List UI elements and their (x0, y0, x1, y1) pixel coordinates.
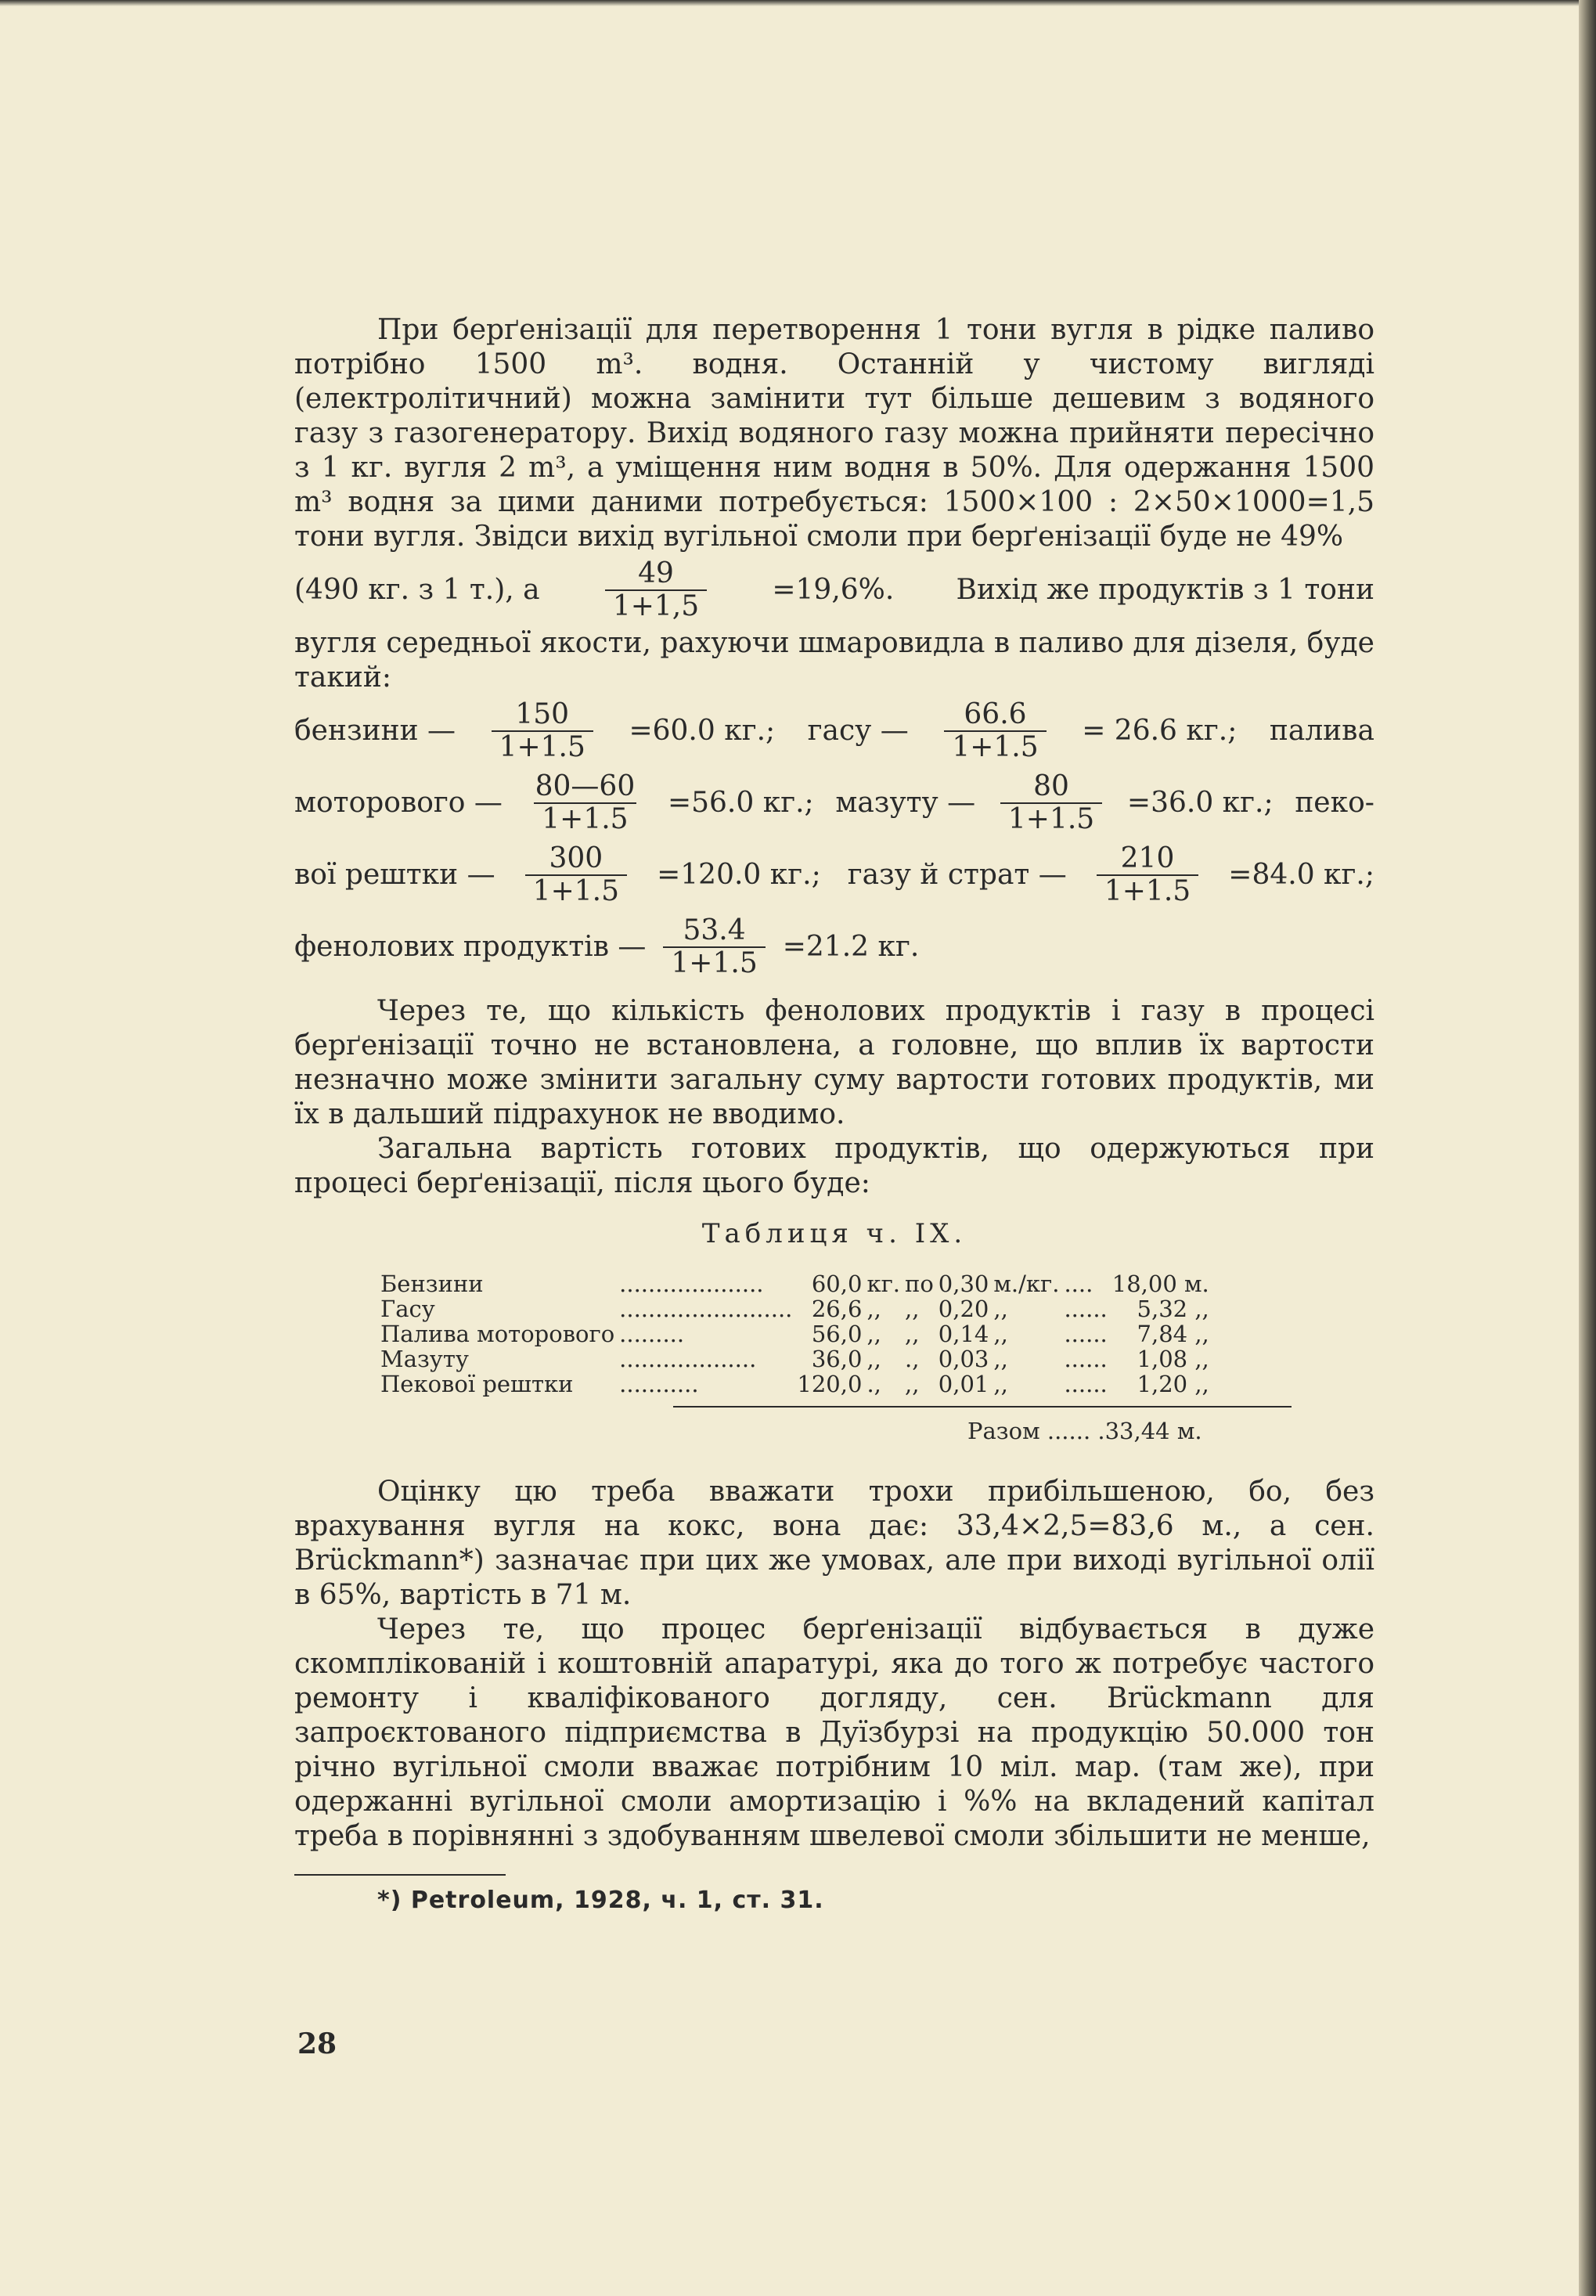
formula-motor-result: =56.0 кг.; (667, 787, 814, 819)
table-cell-per: ,, (993, 1371, 1008, 1397)
formula-line-2 (294, 767, 1374, 839)
formula-gazu-result: =84.0 кг.; (1228, 859, 1374, 891)
page-number: 28 (297, 2027, 337, 2060)
table-cell-dots: ........................ (619, 1296, 793, 1322)
formula-motor-label: моторового — (294, 787, 503, 819)
table-cell-po: по (904, 1271, 934, 1297)
formula-gasu-tail: палива (1269, 715, 1374, 747)
scan-right-edge (1579, 0, 1596, 2296)
formula-smola (294, 554, 1374, 626)
table-cell-total: 1,08 ,, (1137, 1346, 1209, 1372)
formula-gazu-label: газу й страт — (847, 859, 1067, 891)
formula-fenol-result: =21.2 кг. (782, 931, 920, 963)
fraction (1000, 771, 1102, 835)
table-cell-dots: ........... (619, 1371, 699, 1397)
table-cell-per: ,, (993, 1346, 1008, 1372)
table-cell-dots2: .... (1064, 1271, 1093, 1297)
formula-line-4 (294, 911, 1374, 983)
fraction-denominator: 1+1.5 (1000, 802, 1102, 835)
table-cell-dots: ......... (619, 1321, 685, 1347)
table-cell-price: 0,14 (938, 1321, 989, 1347)
table-cell-unit: кг. (866, 1271, 900, 1297)
formula-smola-suffix: Вихід же продуктів з 1 тони (956, 574, 1374, 606)
fraction-denominator: 1+1.5 (944, 730, 1046, 763)
table-cell-per: ,, (993, 1296, 1008, 1322)
table-cell-qty: 36,0 (811, 1346, 863, 1372)
fraction-numerator: 49 (638, 557, 674, 589)
fraction-numerator: 66.6 (964, 698, 1027, 730)
table-cell-total: 5,32 ,, (1137, 1296, 1209, 1322)
table-cell-price: 0,20 (938, 1296, 989, 1322)
table-cell-name: Гасу (380, 1296, 435, 1322)
fraction (492, 699, 593, 763)
fraction (663, 915, 765, 979)
table-cell-unit: ., (866, 1371, 881, 1397)
page-body (294, 313, 1374, 1918)
table-row (380, 1371, 1214, 1397)
table-cell-dots2: ...... (1064, 1346, 1108, 1372)
table-cell-per: ,, (993, 1321, 1008, 1347)
fraction-denominator: 1+1.5 (525, 874, 627, 907)
fraction (525, 843, 627, 907)
table-cell-total: 7,84 ,, (1137, 1321, 1209, 1347)
paragraph-3: Через те, що кількість фенолових продуктів і газу в процесі берґенізації точно не встановлена, а головне, що вплив їх вартости незначно може змінити загальну суму вартости готових продуктів, ми їх в дальший підрахунок не вводимо. (294, 995, 1374, 1130)
formula-smola-prefix: (490 кг. з 1 т.), а (294, 574, 540, 606)
fraction-denominator: 1+1.5 (534, 802, 636, 835)
formula-smola-result: =19,6%. (772, 574, 895, 606)
table-cell-po: ,, (904, 1321, 920, 1347)
formula-peko-label: вої рештки — (294, 859, 495, 891)
table-cell-qty: 56,0 (811, 1321, 863, 1347)
table-cell-po: ,, (904, 1296, 920, 1322)
table-row (380, 1321, 1214, 1346)
formula-fenol-label: фенолових продуктів — (294, 931, 647, 963)
table-cell-unit: ,, (866, 1321, 881, 1347)
footnote: *) Petroleum, 1928, ч. 1, ст. 31. (377, 1887, 824, 1914)
table-cell-unit: ,, (866, 1296, 881, 1322)
total-dots: ...... (1047, 1418, 1091, 1444)
formula-mazutu-result: =36.0 кг.; (1126, 787, 1274, 819)
table-cell-name: Палива моторового (380, 1321, 615, 1347)
table-cell-name: Мазуту (380, 1346, 469, 1372)
formula-line-3 (294, 839, 1374, 911)
table-cell-name: Пекової рештки (380, 1371, 574, 1397)
fraction-denominator: 1+1.5 (492, 730, 593, 763)
fraction-numerator: 300 (549, 842, 603, 874)
fraction (1097, 843, 1198, 907)
paragraph-4: Загальна вартість готових продуктів, що одержуються при процесі берґенізації, після цього буде: (294, 1133, 1374, 1199)
table-cell-qty: 26,6 (811, 1296, 863, 1322)
footnote-rule (294, 1874, 506, 1876)
total-value: .33,44 м. (1097, 1418, 1202, 1444)
formula-gasu-result: = 26.6 кг.; (1082, 715, 1238, 747)
fraction-denominator: 1+1.5 (1097, 874, 1198, 907)
total-line (967, 1414, 1374, 1448)
fraction (605, 558, 707, 622)
table-cell-po: ,, (904, 1371, 920, 1397)
table-cell-price: 0,03 (938, 1346, 989, 1372)
formula-peko-result: =120.0 кг.; (657, 859, 821, 891)
table-row (380, 1346, 1214, 1371)
table-cell-per: м./кг. (993, 1271, 1060, 1297)
table-cell-dots2: ...... (1064, 1296, 1108, 1322)
table-cell-price: 0,30 (938, 1271, 989, 1297)
fraction-numerator: 80—60 (535, 770, 636, 802)
table-cell-price: 0,01 (938, 1371, 989, 1397)
table-cell-qty: 60,0 (811, 1271, 863, 1297)
price-table (380, 1271, 1214, 1397)
fraction-denominator: 1+1,5 (605, 589, 707, 622)
fraction (528, 771, 643, 835)
table-cell-dots2: ...... (1064, 1371, 1108, 1397)
table-cell-dots: .................... (619, 1271, 764, 1297)
table-cell-dots: ................... (619, 1346, 757, 1372)
paragraph-1: При берґенізації для перетворення 1 тони вугля в рідке паливо потрібно 1500 m³. водня. Останній у чистому вигляді (електролітичний) можна замінити тут більше дешевим з водяного газу з газогенератору. Вихід водяного газу можна прийняти пересічно з 1 кг. вугля 2 m³, а уміщення ним водня в 50%. Для одержання 1500 m³ водня за цими даними потребується: 1500×100 : 2×50×1000=1,5 тони вугля. Звідси вихід вугільної смоли при берґенізації буде не 49% (294, 314, 1374, 553)
table-cell-qty: 120,0 (797, 1371, 863, 1397)
paragraph-6: Через те, що процес берґенізації відбувається в дуже скомплікованій і коштовній апаратурі, яка до того ж потребує частого ремонту і кваліфікованого догляду, сен. Brückmann для запроєктованого підприємства в Дуїзбурзі на продукцію 50.000 тон річно вугільної смоли вважає потрібним 10 міл. мар. (там же), при одержанні вугільної смоли амортизацію і %% на вкладений капітал треба в порівнянні з здобуванням швелевої смоли збільшити не менше, (294, 1613, 1374, 1852)
scan-top-edge (0, 0, 1596, 6)
table-cell-total: 18,00 м. (1111, 1271, 1209, 1297)
paragraph-5: Оцінку цю треба вважати трохи прибільшеною, бо, без врахування вугля на кокс, вона дає: 33,4×2,5=83,6 м., а сен. Brückmann*) зазначає при цих же умовах, але при виході вугільної олії в 65%, вартість в 71 м. (294, 1476, 1374, 1611)
formula-mazutu-label: мазуту — (835, 787, 976, 819)
total-rule (673, 1406, 1292, 1408)
formula-mazutu-tail: пеко- (1295, 787, 1374, 819)
formula-line-1 (294, 695, 1374, 767)
fraction-numerator: 150 (515, 698, 570, 730)
fraction (944, 699, 1046, 763)
fraction-numerator: 80 (1033, 770, 1069, 802)
table-cell-total: 1,20 ,, (1137, 1371, 1209, 1397)
table-caption: Таблиця ч. IX. (701, 1218, 967, 1249)
table-row (380, 1296, 1214, 1321)
fraction-numerator: 210 (1120, 842, 1175, 874)
table-cell-dots2: ...... (1064, 1321, 1108, 1347)
total-label: Разом (967, 1418, 1040, 1444)
fraction-denominator: 1+1.5 (663, 946, 765, 979)
fraction-numerator: 53.4 (683, 914, 746, 946)
table-cell-unit: ,, (866, 1346, 881, 1372)
formula-benzyny-label: бензини — (294, 715, 456, 747)
formula-benzyny-result: =60.0 кг.; (629, 715, 776, 747)
table-cell-po: ., (904, 1346, 920, 1372)
formula-gasu-label: гасу — (807, 715, 909, 747)
table-row (380, 1271, 1214, 1296)
paragraph-2: вугля середньої якости, рахуючи шмаровидла в паливо для дізеля, буде такий: (294, 627, 1374, 694)
table-cell-name: Бензини (380, 1271, 484, 1297)
